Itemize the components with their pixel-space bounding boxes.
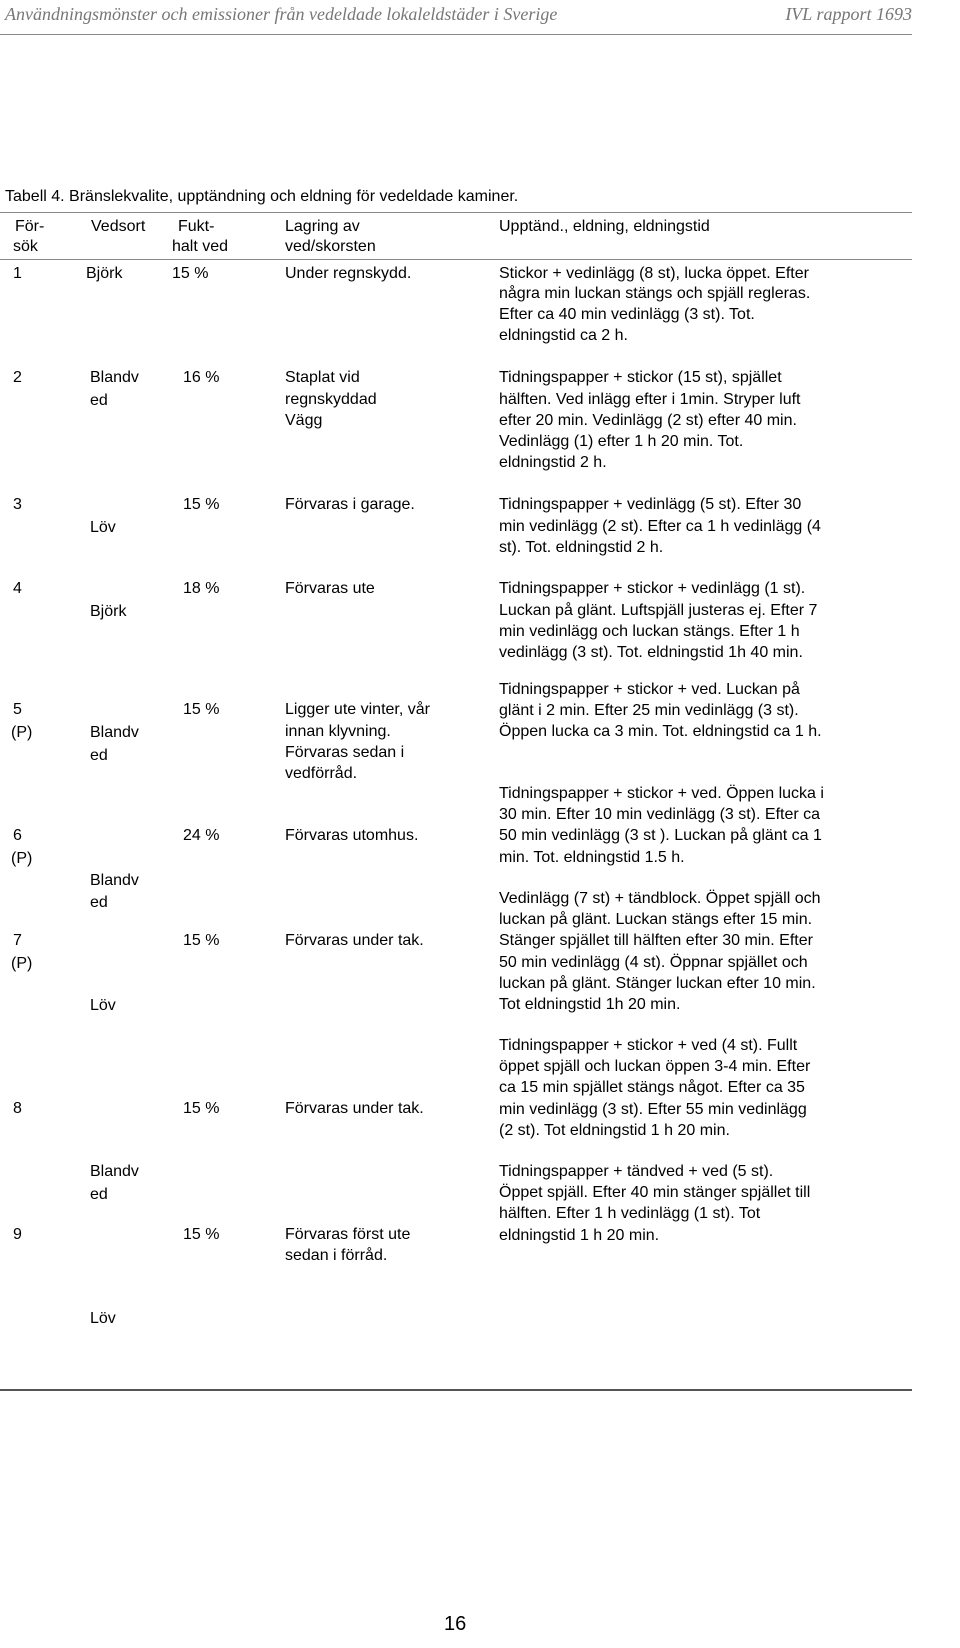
row-number: 1 (13, 265, 22, 282)
moisture: 15 % (183, 1100, 220, 1117)
description: min. Tot. eldningstid 1.5 h. (499, 849, 685, 866)
description: luckan på glänt. Stänger luckan efter 10 min. (499, 975, 816, 992)
wood-type: Blandv (90, 872, 139, 889)
storage: regnskyddad (285, 391, 377, 408)
description: eldningstid 2 h. (499, 454, 607, 471)
storage: Under regnskydd. (285, 265, 412, 282)
storage: Förvaras först ute (285, 1226, 411, 1243)
description: Efter ca 40 min vedinlägg (3 st). Tot. (499, 306, 755, 323)
description: Vedinlägg (1) efter 1 h 20 min. Tot. (499, 433, 744, 450)
storage: Vägg (285, 412, 323, 429)
description: Tidningspapper + stickor + ved (4 st). Fullt (499, 1037, 798, 1054)
description: Tidningspapper + tändved + ved (5 st). (499, 1163, 774, 1180)
description: hälften. Ved inlägg efter i 1min. Stryper luft (499, 391, 801, 408)
row-number: 7 (13, 932, 22, 949)
description: Tidningspapper + stickor (15 st), spjället (499, 369, 782, 386)
description: glänt i 2 min. Efter 25 min vedinlägg (3 st). (499, 702, 799, 719)
moisture: 16 % (183, 369, 220, 386)
table-caption: Tabell 4. Bränslekvalite, upptändning och eldning för vedeldade kaminer. (5, 188, 519, 205)
wood-type: Löv (90, 997, 116, 1014)
wood-type: ed (90, 1186, 108, 1203)
header-vedsort: Vedsort (91, 218, 146, 235)
description: min vedinlägg och luckan stängs. Efter 1 h (499, 623, 800, 640)
storage: Förvaras under tak. (285, 932, 424, 949)
wood-type: Löv (90, 1310, 116, 1327)
description: Stickor + vedinlägg (8 st), lucka öppet. Efter (499, 265, 809, 282)
running-header-report: IVL rapport 1693 (785, 4, 912, 24)
moisture: 18 % (183, 580, 220, 597)
storage: Förvaras i garage. (285, 496, 415, 513)
header-rule (0, 34, 912, 35)
row-number: 3 (13, 496, 22, 513)
row-number: 6 (13, 827, 22, 844)
storage: vedförråd. (285, 765, 358, 782)
wood-type: Blandv (90, 369, 139, 386)
description: Tidningspapper + stickor + ved. Luckan på (499, 681, 800, 698)
description: (2 st). Tot eldningstid 1 h 20 min. (499, 1122, 730, 1139)
description: luckan på glänt. Luckan stängs efter 15 min. (499, 911, 813, 928)
row-number: 4 (13, 580, 22, 597)
description: Vedinlägg (7 st) + tändblock. Öppet spjäll och (499, 890, 821, 907)
description: min vedinlägg (3 st). Efter 55 min vedinlägg (499, 1101, 807, 1118)
description: några min luckan stängs och spjäll regleras. (499, 285, 811, 302)
wood-type: ed (90, 747, 108, 764)
description: Stänger spjället till hälften efter 30 min. Efter (499, 932, 813, 949)
description: Tidningspapper + stickor + vedinlägg (1 st). (499, 580, 806, 597)
storage: Staplat vid (285, 369, 360, 386)
header-forsok-2: sök (13, 238, 38, 255)
description: Tot eldningstid 1h 20 min. (499, 996, 681, 1013)
storage: Förvaras utomhus. (285, 827, 419, 844)
table-top-rule (0, 212, 912, 213)
header-lagring: Lagring av (285, 218, 360, 235)
header-fukthalt: Fukt- (178, 218, 215, 235)
storage: Förvaras ute (285, 580, 375, 597)
moisture: 24 % (183, 827, 220, 844)
wood-type: ed (90, 392, 108, 409)
description: ca 15 min spjället stängs något. Efter ca 35 (499, 1079, 805, 1096)
table-header-rule (0, 259, 912, 260)
description: öppet spjäll och luckan öppen 3-4 min. Efter (499, 1058, 811, 1075)
moisture: 15 % (183, 932, 220, 949)
running-header-title: Användningsmönster och emissioner från vedeldade lokaleldstäder i Sverige (5, 4, 558, 24)
moisture: 15 % (183, 1226, 220, 1243)
header-fukthalt-2: halt ved (172, 238, 229, 255)
wood-type: Björk (90, 603, 127, 620)
row-number: (P) (11, 955, 33, 972)
wood-type: Löv (90, 519, 116, 536)
description: 50 min vedinlägg (3 st ). Luckan på glänt ca 1 (499, 827, 822, 844)
description: min vedinlägg (2 st). Efter ca 1 h vedinlägg (4 (499, 518, 821, 535)
header-upptand: Upptänd., eldning, eldningstid (499, 218, 710, 235)
description: 30 min. Efter 10 min vedinlägg (3 st). Efter ca (499, 806, 821, 823)
row-number: 9 (13, 1226, 22, 1243)
storage: Ligger ute vinter, vår (285, 701, 430, 718)
description: Tidningspapper + vedinlägg (5 st). Efter 30 (499, 496, 802, 513)
wood-type: Blandv (90, 724, 139, 741)
description: eldningstid ca 2 h. (499, 327, 628, 344)
storage: sedan i förråd. (285, 1247, 388, 1264)
row-number: (P) (11, 724, 33, 741)
description: Luckan på glänt. Luftspjäll justeras ej. Efter 7 (499, 602, 818, 619)
description: Öppen lucka ca 3 min. Tot. eldningstid ca 1 h. (499, 723, 822, 740)
description: eldningstid 1 h 20 min. (499, 1227, 660, 1244)
moisture: 15 % (183, 496, 220, 513)
wood-type: Blandv (90, 1163, 139, 1180)
page-number: 16 (444, 1613, 467, 1635)
moisture: 15 % (183, 701, 220, 718)
storage: innan klyvning. (285, 723, 391, 740)
description: Öppet spjäll. Efter 40 min stänger spjället till (499, 1184, 811, 1201)
moisture: 15 % (172, 265, 209, 282)
row-number: 5 (13, 701, 22, 718)
storage: Förvaras under tak. (285, 1100, 424, 1117)
table-bottom-rule (0, 1389, 912, 1391)
row-number: (P) (11, 850, 33, 867)
description: 50 min vedinlägg (4 st). Öppnar spjället och (499, 954, 808, 971)
wood-type: Björk (86, 265, 123, 282)
row-number: 8 (13, 1100, 22, 1117)
description: vedinlägg (3 st). Tot. eldningstid 1h 40 min. (499, 644, 803, 661)
row-number: 2 (13, 369, 22, 386)
wood-type: ed (90, 894, 108, 911)
description: Tidningspapper + stickor + ved. Öppen lucka i (499, 785, 824, 802)
header-forsok: För- (15, 218, 45, 235)
header-lagring-2: ved/skorsten (285, 238, 376, 255)
description: st). Tot. eldningstid 2 h. (499, 539, 664, 556)
description: hälften. Efter 1 h vedinlägg (1 st). Tot (499, 1205, 761, 1222)
storage: Förvaras sedan i (285, 744, 405, 761)
description: efter 20 min. Vedinlägg (2 st) efter 40 min. (499, 412, 797, 429)
